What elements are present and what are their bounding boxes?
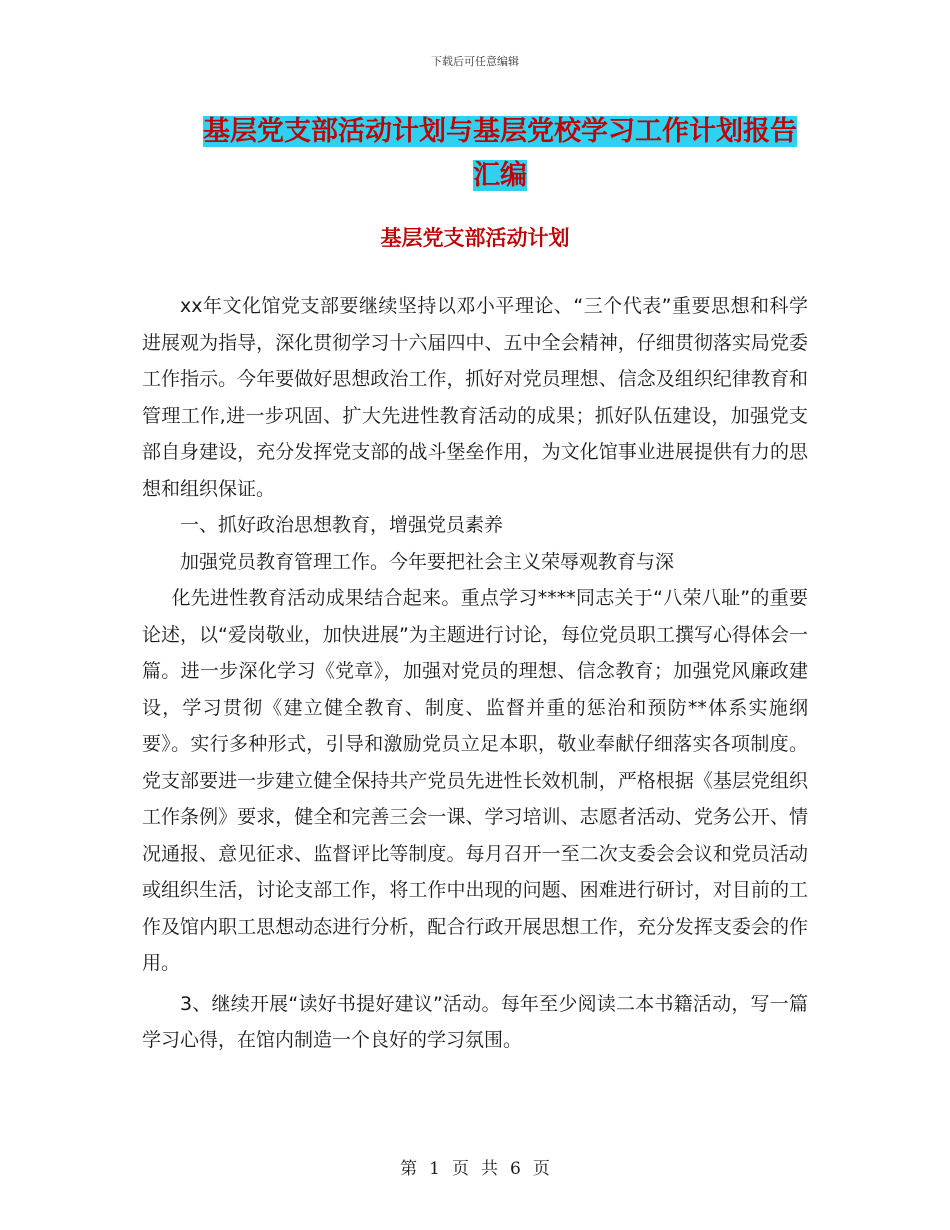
footer-total-word: 共 [481,1159,498,1179]
total-pages: 6 [510,1159,521,1179]
header-note: 下载后可任意编辑 [431,55,519,68]
paragraph-heading-1: 一、抓好政治思想教育，增强党员素养 [180,514,504,536]
paragraph-intro: xx年文化馆党支部要继续坚持以邓小平理论、“三个代表”重要思想和科学进展观为指导，深化贯彻学习十六届四中、五中全会精神，仔细贯彻落实局党委工作指示。今年要做好思想政治工作，抓好对党员理想、信念及组织纪律教育和管理工作,进一步巩固、扩大先进性教育活动的成果；抓好队伍建设，加强党支部自身建设，充分发挥党支部的战斗堡垒作用，为文化馆事业进展提供有力的思想和组织保证。 [142,295,808,500]
footer-prefix: 第 [400,1159,418,1179]
document-body [142,288,808,1059]
footer-suffix: 页 [532,1159,550,1179]
paragraph-item-3: 3、继续开展“读好书提好建议”活动。每年至少阅读二本书籍活动，写一篇学习心得，在馆内制造一个良好的学习氛围。 [142,992,808,1051]
section-title: 基层党支部活动计划 [380,226,570,250]
document-title-text: 基层党支部活动计划与基层党校学习工作计划报告汇编 [203,116,797,191]
document-title [190,110,810,198]
paragraph-item-1: 加强党员教育管理工作。今年要把社会主义荣辱观教育与深 [180,550,675,573]
paragraph-item-1-continued: 化先进性教育活动成果结合起来。重点学习****同志关于“八荣八耻”的重要论述，以“爱岗敬业，加快进展”为主题进行讨论，每位党员职工撰写心得体会一篇。进一步深化学习《党章》，加强对党员的理想、信念教育；加强党风廉政建设，学习贯彻《建立健全教育、制度、监督并重的惩治和预防**体系实施纲要》。实行多种形式，引导和激励党员立足本职，敬业奉献仔细落实各项制度。党支部要进一步建立健全保持共产党员先进性长效机制，严格根据《基层党组织工作条例》要求，健全和完善三会一课、学习培训、志愿者活动、党务公开、情况通报、意见征求、监督评比等制度。每月召开一至二次支委会会议和党员活动或组织生活，讨论支部工作，将工作中出现的问题、困难进行研讨，对目前的工作及馆内职工思想动态进行分析，配合行政开展思想工作，充分发挥支委会的作用。 [142,587,808,974]
page-number: 1 [429,1159,440,1179]
page-footer [0,1154,950,1179]
footer-page-word: 页 [452,1159,469,1179]
